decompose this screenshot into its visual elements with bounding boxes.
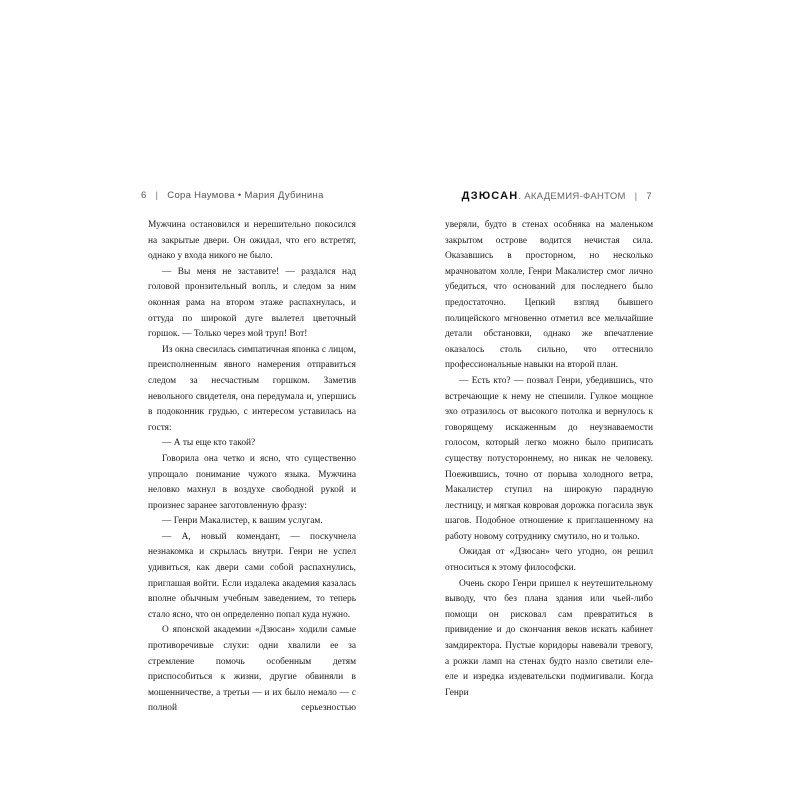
paragraph: Очень скоро Генри пришел к неутешительному выводу, что без плана здания или чьей-либо помощи он рисковал сам превратиться в привидение и до скончания веков искать кабинет замдиректора. Пустые коридоры навевали тревогу, а рожки ламп на стенах будто назло светили еле-еле и изредка издевательски подмигивали. Когда Генри <box>445 578 653 698</box>
left-page-text <box>148 218 356 717</box>
left-page-header <box>141 190 324 201</box>
header-separator: | <box>155 190 159 201</box>
paragraph: уверяли, будто в стенах особняка на маленьком закрытом острове водится нечистая сила. Оказавшись в просторном, но несколько мрачноватом холле, Генри Макалистер смог лично убедиться, что оснований для последнего было предостаточно. Цепкий взгляд бывшего полицейского мгновенно отметил все мельчайшие детали обстановки, однако же впечатление оказалось столь сильно, что оттеснило профессиональные навыки на второй план. <box>445 220 653 371</box>
paragraph: — Генри Макалистер, к вашим услугам. <box>162 516 323 527</box>
paragraph: — Есть кто? — позвал Генри, убедившись, что встречающие к нему не спешили. Гулкое мощное эхо отразилось от высокого потолка и вернулось к говорящему искаженным до неузнаваемости голосом, который легко можно было приписать существу потустороннему, но никак не человеку. Поежившись, точно от порыва холодного ветра, Макалистер ступил на широкую парадную лестницу, и мягкая ковровая дорожка погасила звук шагов. Подобное отношение к приглашенному на работу новому сотруднику смутило, но и только. <box>445 375 653 542</box>
paragraph: Говорила она четко и ясно, что существенно упрощало понимание чужого языка. Мужчина неловко махнул в воздухе свободной рукой и произнес заранее заготовленную фразу: <box>148 453 356 511</box>
paragraph: О японской академии «Дзюсан» ходили самые противоречивые слухи: одни хвалили ее за стремление помочь особенным детям приспособиться к жизни, другие обвиняли в мошенничестве, а третьи — и их было немало — с полной серьезностью <box>148 625 356 714</box>
book-authors: Сора Наумова • Мария Дубинина <box>167 190 324 201</box>
paragraph: — А ты еще кто такой? <box>162 438 256 449</box>
book-brand-title: ДЗЮСАН <box>461 190 519 202</box>
paragraph: Из окна свесилась симпатичная японка с лицом, преисполненным явного намерения отправиться следом за несчастным горшком. Заметив невольного свидетеля, она передумала и, упершись в подоконник грудью, с интересом уставилась на гостя: <box>148 344 356 433</box>
paragraph: Мужчина остановился и нерешительно покосился на закрытые двери. Он ожидал, что его встретят, однако у входа никого не было. <box>148 220 356 262</box>
right-page-number: 7 <box>646 191 652 202</box>
right-page-header <box>462 190 652 202</box>
book-subtitle: . АКАДЕМИЯ-ФАНТОМ <box>518 191 626 202</box>
paragraph: — А, новый комендант, — поскучнела незнакомка и скрылась внутри. Генри не успел удивиться, как двери сами собой распахнулись, приглашая войти. Если издалека академия казалась вполне обычным учебным заведением, то теперь стало ясно, что он определенно попал куда нужно. <box>148 531 356 620</box>
paragraph: Ожидая от «Дзюсан» чего угодно, он решил относиться к этому философски. <box>445 547 653 574</box>
right-page-text <box>445 218 653 701</box>
paragraph: — Вы меня не заставите! — раздался над головой пронзительный вопль, и следом за ним оконная рама на втором этаже распахнулась, и оттуда по широкой дуге вылетел цветочный горшок. — Только через мой труп! Вот! <box>148 266 356 340</box>
left-page-number: 6 <box>141 190 147 201</box>
header-separator: | <box>634 191 638 202</box>
